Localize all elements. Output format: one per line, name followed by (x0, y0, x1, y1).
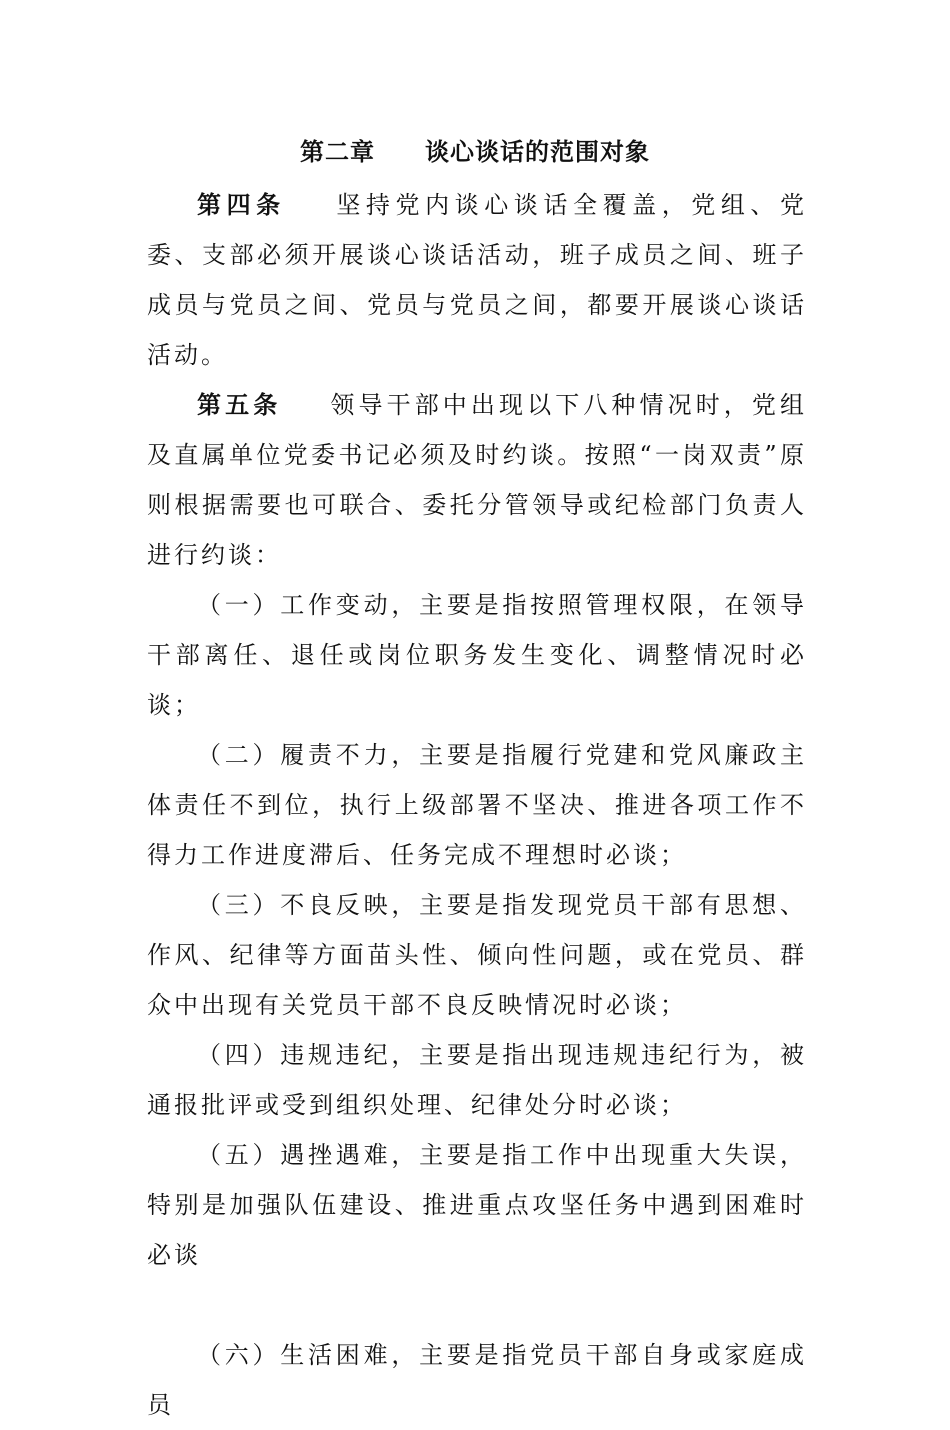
article-text: 坚持党内谈心谈话全覆盖，党组、党委、支部必须开展谈心谈话活动，班子成员之间、班子成员与党员之间、党员与党员之间，都要开展谈心谈话活动。 (147, 191, 808, 369)
list-item-2: （二）履责不力，主要是指履行党建和党风廉政主体责任不到位，执行上级部署不坚决、推进各项工作不得力工作进度滞后、任务完成不理想时必谈； (147, 741, 807, 869)
article-text: 领导干部中出现以下八种情况时，党组及直属单位党委书记必须及时约谈。按照“一岗双责”原则根据需要也可联合、委托分管领导或纪检部门负责人进行约谈： (147, 391, 808, 569)
article-5 (147, 380, 807, 580)
article-number: 第四条 (197, 191, 286, 219)
list-item-1: （一）工作变动，主要是指按照管理权限，在领导干部离任、退任或岗位职务发生变化、调整情况时必谈； (147, 591, 807, 719)
chapter-title: 第二章 谈心谈话的范围对象 (300, 138, 650, 166)
body-text (147, 180, 807, 1430)
list-item-4: （四）违规违纪，主要是指出现违规违纪行为，被通报批评或受到组织处理、纪律处分时必谈； (147, 1041, 807, 1119)
list-item-6: （六）生活困难，主要是指党员干部自身或家庭成员 (147, 1341, 807, 1419)
article-4 (147, 180, 807, 380)
list-item-3: （三）不良反映，主要是指发现党员干部有思想、作风、纪律等方面苗头性、倾向性问题，或在党员、群众中出现有关党员干部不良反映情况时必谈； (147, 891, 807, 1019)
article-number: 第五条 (197, 391, 282, 419)
list-item-5: （五）遇挫遇难，主要是指工作中出现重大失误，特别是加强队伍建设、推进重点攻坚任务中遇到困难时必谈 (147, 1141, 807, 1269)
